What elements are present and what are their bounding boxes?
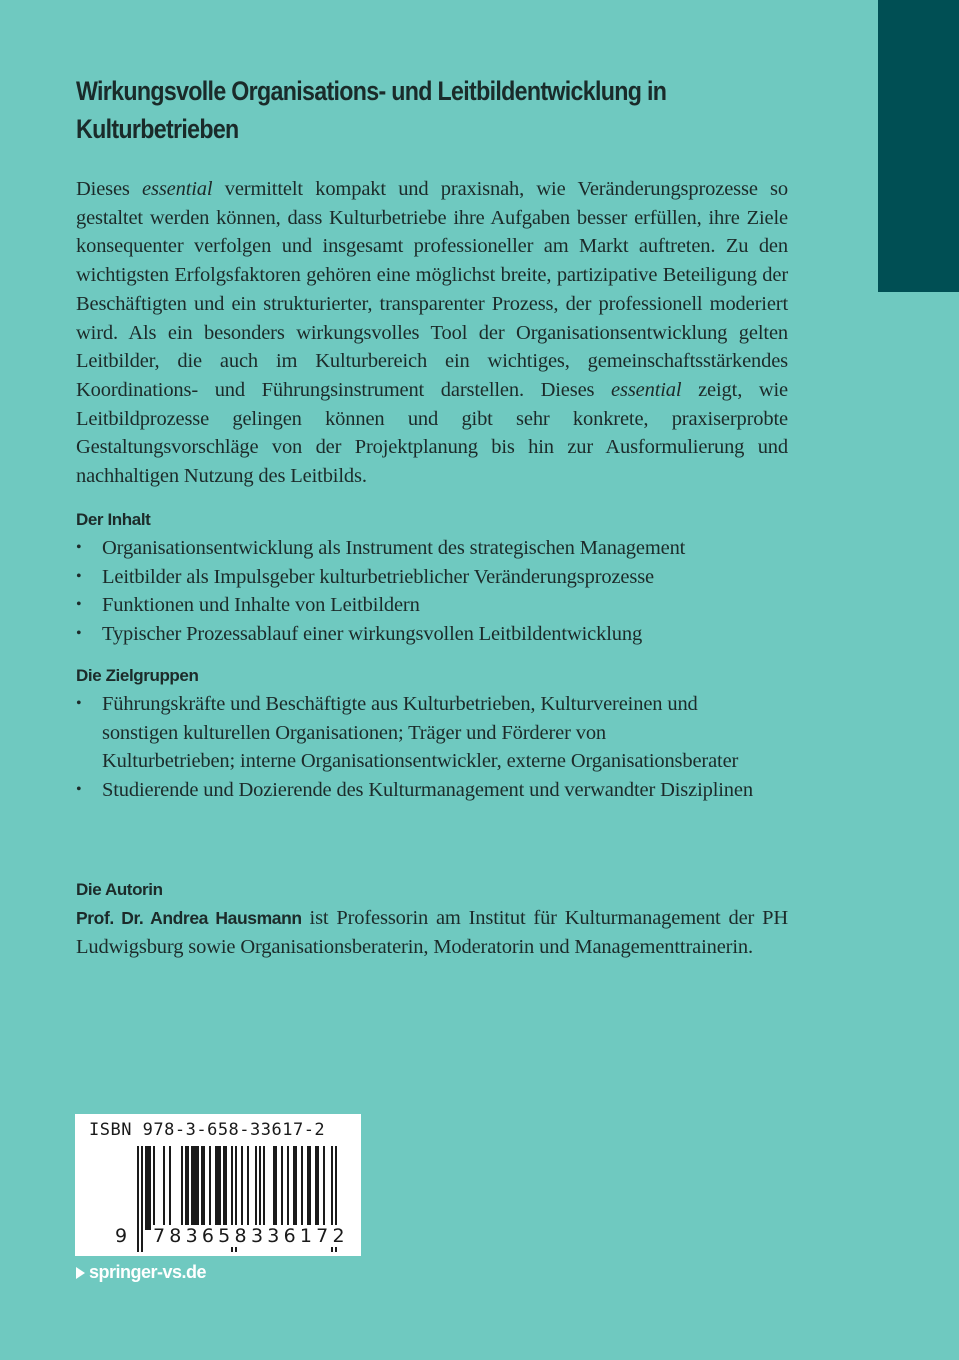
isbn-barcode xyxy=(75,1114,361,1256)
bullet-icon: • xyxy=(76,596,82,614)
bullet-icon: • xyxy=(76,625,82,643)
bullet-icon: • xyxy=(76,695,82,712)
play-arrow-icon xyxy=(76,1267,85,1279)
essential-emphasis: essential xyxy=(611,378,682,401)
list-item xyxy=(76,534,796,563)
author-name: Prof. Dr. Andrea Hausmann xyxy=(76,908,302,928)
bullet-icon: • xyxy=(76,567,82,585)
bullet-icon: • xyxy=(76,781,82,799)
publisher-link-text: springer-vs.de xyxy=(89,1262,207,1282)
list-item-text: Funktionen und Inhalte von Leitbildern xyxy=(102,594,420,617)
author-section xyxy=(76,876,796,961)
contents-section xyxy=(76,506,796,649)
target-groups-section xyxy=(76,662,756,805)
author-bio xyxy=(76,904,788,961)
description-text: Dieses xyxy=(76,178,143,200)
list-item xyxy=(76,591,796,620)
isbn-label: ISBN 978-3-658-33617-2 xyxy=(89,1120,326,1140)
list-item-text: Typischer Prozessablauf einer wirkungsvollen Leitbildentwicklung xyxy=(102,623,643,646)
list-item-text: Führungskräfte und Beschäftigte aus Kulturbetrieben, Kulturvereinen und sonstigen kulturellen Organisationen; Träger und Förderer von Kulturbetrieben; interne Organisationsentwickler, externe Organisationsberater xyxy=(102,693,739,773)
accent-color-block xyxy=(878,0,959,292)
list-item xyxy=(76,776,762,805)
description-text: zeigt, wie Leitbildprozesse gelingen können und gibt sehr konkrete, praxiserprobte Gestaltungsvorschläge von der Projektplanung bis hin zur Ausformulierung und nachhaltigen Nutzung des Leitbilds. xyxy=(76,378,788,488)
list-item xyxy=(76,690,742,776)
list-item-text: Organisationsentwicklung als Instrument des strategischen Management xyxy=(102,537,686,559)
list-item-text: Studierende und Dozierende des Kulturmanagement und verwandter Disziplinen xyxy=(102,779,753,802)
description-paragraph xyxy=(76,175,788,491)
list-item xyxy=(76,563,796,592)
contents-list xyxy=(76,534,796,649)
description-text: vermittelt kompakt und praxisnah, wie Veränderungsprozesse so gestaltet werden können, dass Kulturbetriebe ihre Aufgaben besser erfüllen, ihre Ziele konsequenter verfolgen und insgesamt professioneller am Markt auftreten. Zu den wichtigsten Erfolgsfaktoren gehören eine möglichst breite, partizipative Beteiligung der Beschäftigten und ein strukturierter, transparenter Prozess, der professionell moderiert wird. Als ein besonders wirkungsvolles Tool der Organisationsentwicklung gelten Leitbilder, die auch im Kulturbereich ein wichtiges, gemeinschaftsstärkendes Koordinations- und Führungsinstrument darstellen. Dieses xyxy=(76,178,788,401)
barcode-digits-right: 336172 xyxy=(251,1225,349,1247)
essential-emphasis: essential xyxy=(142,178,213,200)
description xyxy=(76,175,788,491)
list-item-text: Leitbilder als Impulsgeber kulturbetrieblicher Veränderungsprozesse xyxy=(102,565,654,588)
publisher-link[interactable] xyxy=(76,1262,206,1283)
author-bio-text: ist Professorin am Institut für Kulturmanagement der PH Ludwigsburg sowie Organisationsberaterin, Moderatorin und Managementtrainerin. xyxy=(76,907,788,958)
target-groups-list xyxy=(76,690,756,805)
bullet-icon: • xyxy=(76,539,82,556)
list-item xyxy=(76,620,796,649)
barcode-digit-lead: 9 xyxy=(115,1225,128,1247)
author-heading: Die Autorin xyxy=(76,880,163,899)
book-title: Wirkungsvolle Organisations- und Leitbildentwicklung in Kulturbetrieben xyxy=(76,76,667,144)
target-groups-heading: Die Zielgruppen xyxy=(76,666,199,685)
barcode-digits-left: 783658 xyxy=(153,1225,251,1247)
contents-heading: Der Inhalt xyxy=(76,510,151,529)
